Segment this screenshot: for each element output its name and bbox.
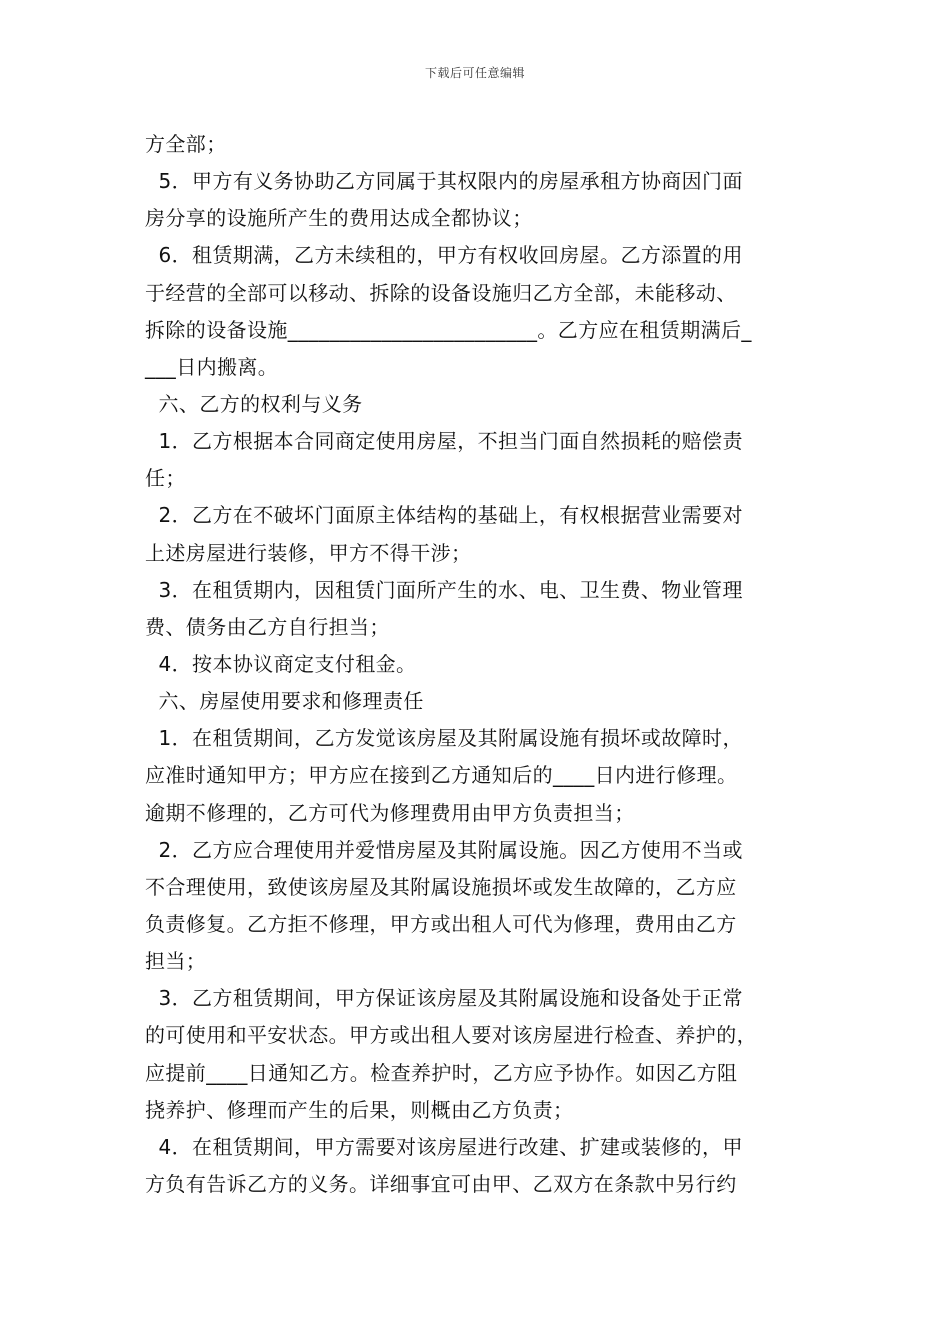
- section-heading: 六、乙方的权利与义务: [145, 391, 363, 416]
- text-line: 4．按本协议商定支付租金。: [145, 651, 417, 676]
- text-line: 拆除的设备设施________________________。乙方应在租赁期满后_: [145, 317, 752, 342]
- text-line: 方负有告诉乙方的义务。详细事宜可由甲、乙双方在条款中另行约: [145, 1171, 737, 1196]
- text-line: 1．乙方根据本合同商定使用房屋，不担当门面自然损耗的赔偿责: [145, 429, 743, 454]
- text-line: 1．在租赁期间，乙方发觉该房屋及其附属设施有损坏或故障时，: [145, 726, 743, 751]
- text-line: 应提前____日通知乙方。检查养护时，乙方应予协作。如因乙方阻: [145, 1060, 738, 1085]
- text-line: 的可使用和平安状态。甲方或出租人要对该房屋进行检查、养护的，: [145, 1023, 757, 1048]
- text-line: 3．在租赁期内，因租赁门面所产生的水、电、卫生费、物业管理: [145, 577, 743, 602]
- text-line: 于经营的全部可以移动、拆除的设备设施归乙方全部，未能移动、: [145, 280, 737, 305]
- text-line: 逾期不修理的，乙方可代为修理费用由甲方负责担当；: [145, 800, 635, 825]
- text-line: 负责修复。乙方拒不修理，甲方或出租人可代为修理，费用由乙方: [145, 911, 737, 936]
- text-line: 5．甲方有义务协助乙方同属于其权限内的房屋承租方协商因门面: [145, 169, 743, 194]
- text-line: 应准时通知甲方；甲方应在接到乙方通知后的____日内进行修理。: [145, 763, 738, 788]
- text-line: 4．在租赁期间，甲方需要对该房屋进行改建、扩建或装修的，甲: [145, 1134, 743, 1159]
- page-header: 下载后可任意编辑: [424, 66, 525, 80]
- text-line: 挠养护、修理而产生的后果，则概由乙方负责；: [145, 1097, 574, 1122]
- text-line: 担当；: [145, 949, 207, 974]
- text-line: 3．乙方租赁期间，甲方保证该房屋及其附属设施和设备处于正常: [145, 986, 743, 1011]
- text-line: 任；: [145, 466, 186, 491]
- text-line: 6．租赁期满，乙方未续租的，甲方有权收回房屋。乙方添置的用: [145, 243, 743, 268]
- text-line: 方全部；: [145, 132, 227, 156]
- text-line: ___日内搬离。: [145, 354, 279, 379]
- text-line: 2．乙方在不破坏门面原主体结构的基础上，有权根据营业需要对: [145, 503, 743, 528]
- text-line: 费、债务由乙方自行担当；: [145, 614, 390, 639]
- text-line: 房分享的设施所产生的费用达成全都协议；: [145, 206, 533, 231]
- text-line: 上述房屋进行装修，甲方不得干涉；: [145, 540, 472, 565]
- document-body: [145, 126, 810, 1203]
- text-line: 2．乙方应合理使用并爱惜房屋及其附属设施。因乙方使用不当或: [145, 837, 743, 862]
- text-line: 不合理使用，致使该房屋及其附属设施损坏或发生故障的，乙方应: [145, 874, 737, 899]
- section-heading: 六、房屋使用要求和修理责任: [145, 689, 424, 714]
